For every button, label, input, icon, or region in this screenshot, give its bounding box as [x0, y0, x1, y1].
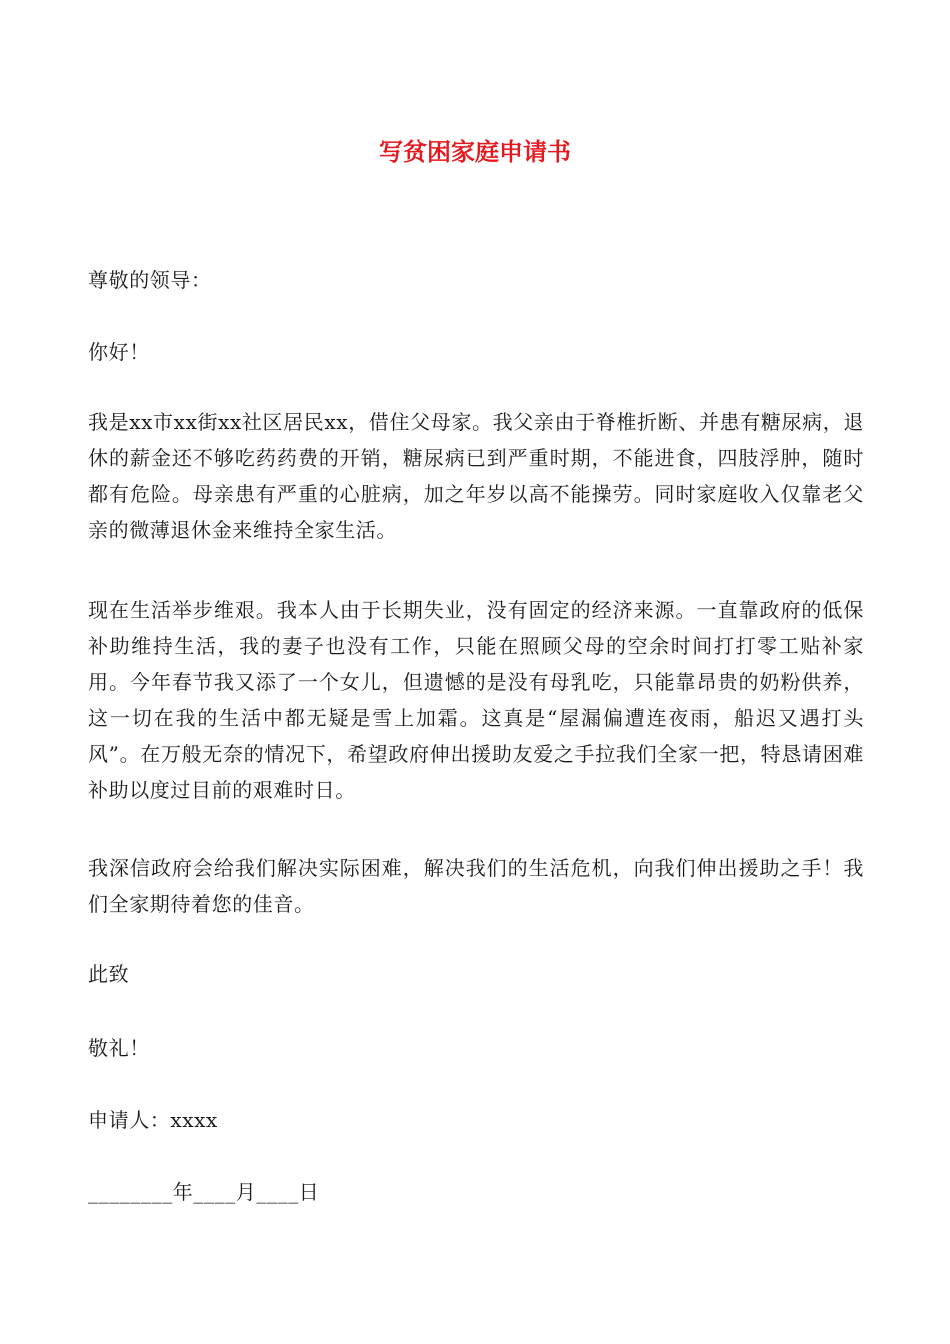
- date-line: ________年____月____日: [88, 1180, 320, 1204]
- paragraph-hardship: 现在生活举步维艰。我本人由于长期失业，没有固定的经济来源。一直靠政府的低保补助维持生活，我的妻子也没有工作，只能在照顾父母的空余时间打打零工贴补家用。今年春节我又添了一个女儿，但遗憾的是没有母乳吃，只能靠昂贵的奶粉供养，这一切在我的生活中都无疑是雪上加霜。这真是“屋漏偏遭连夜雨，船迟又遇打头风”。在万般无奈的情况下，希望政府伸出援助友爱之手拉我们全家一把，特恳请困难补助以度过目前的艰难时日。: [88, 598, 864, 802]
- document-title: 写贫困家庭申请书: [379, 138, 571, 166]
- closing-cizhi: 此致: [88, 962, 130, 986]
- closing-jingli: 敬礼！: [88, 1036, 150, 1060]
- applicant-signature: 申请人：xxxx: [88, 1108, 218, 1132]
- greeting: 你好！: [88, 340, 150, 364]
- paragraph-request: 我深信政府会给我们解决实际困难，解决我们的生活危机，向我们伸出援助之手！我们全家期待着您的佳音。: [88, 856, 864, 916]
- salutation: 尊敬的领导：: [88, 268, 212, 292]
- paragraph-family-situation: 我是xx市xx街xx社区居民xx，借住父母家。我父亲由于脊椎折断、并患有糖尿病，退休的薪金还不够吃药药费的开销，糖尿病已到严重时期，不能进食，四肢浮肿，随时都有危险。母亲患有严重的心脏病，加之年岁以高不能操劳。同时家庭收入仅靠老父亲的微薄退休金来维持全家生活。: [88, 410, 864, 542]
